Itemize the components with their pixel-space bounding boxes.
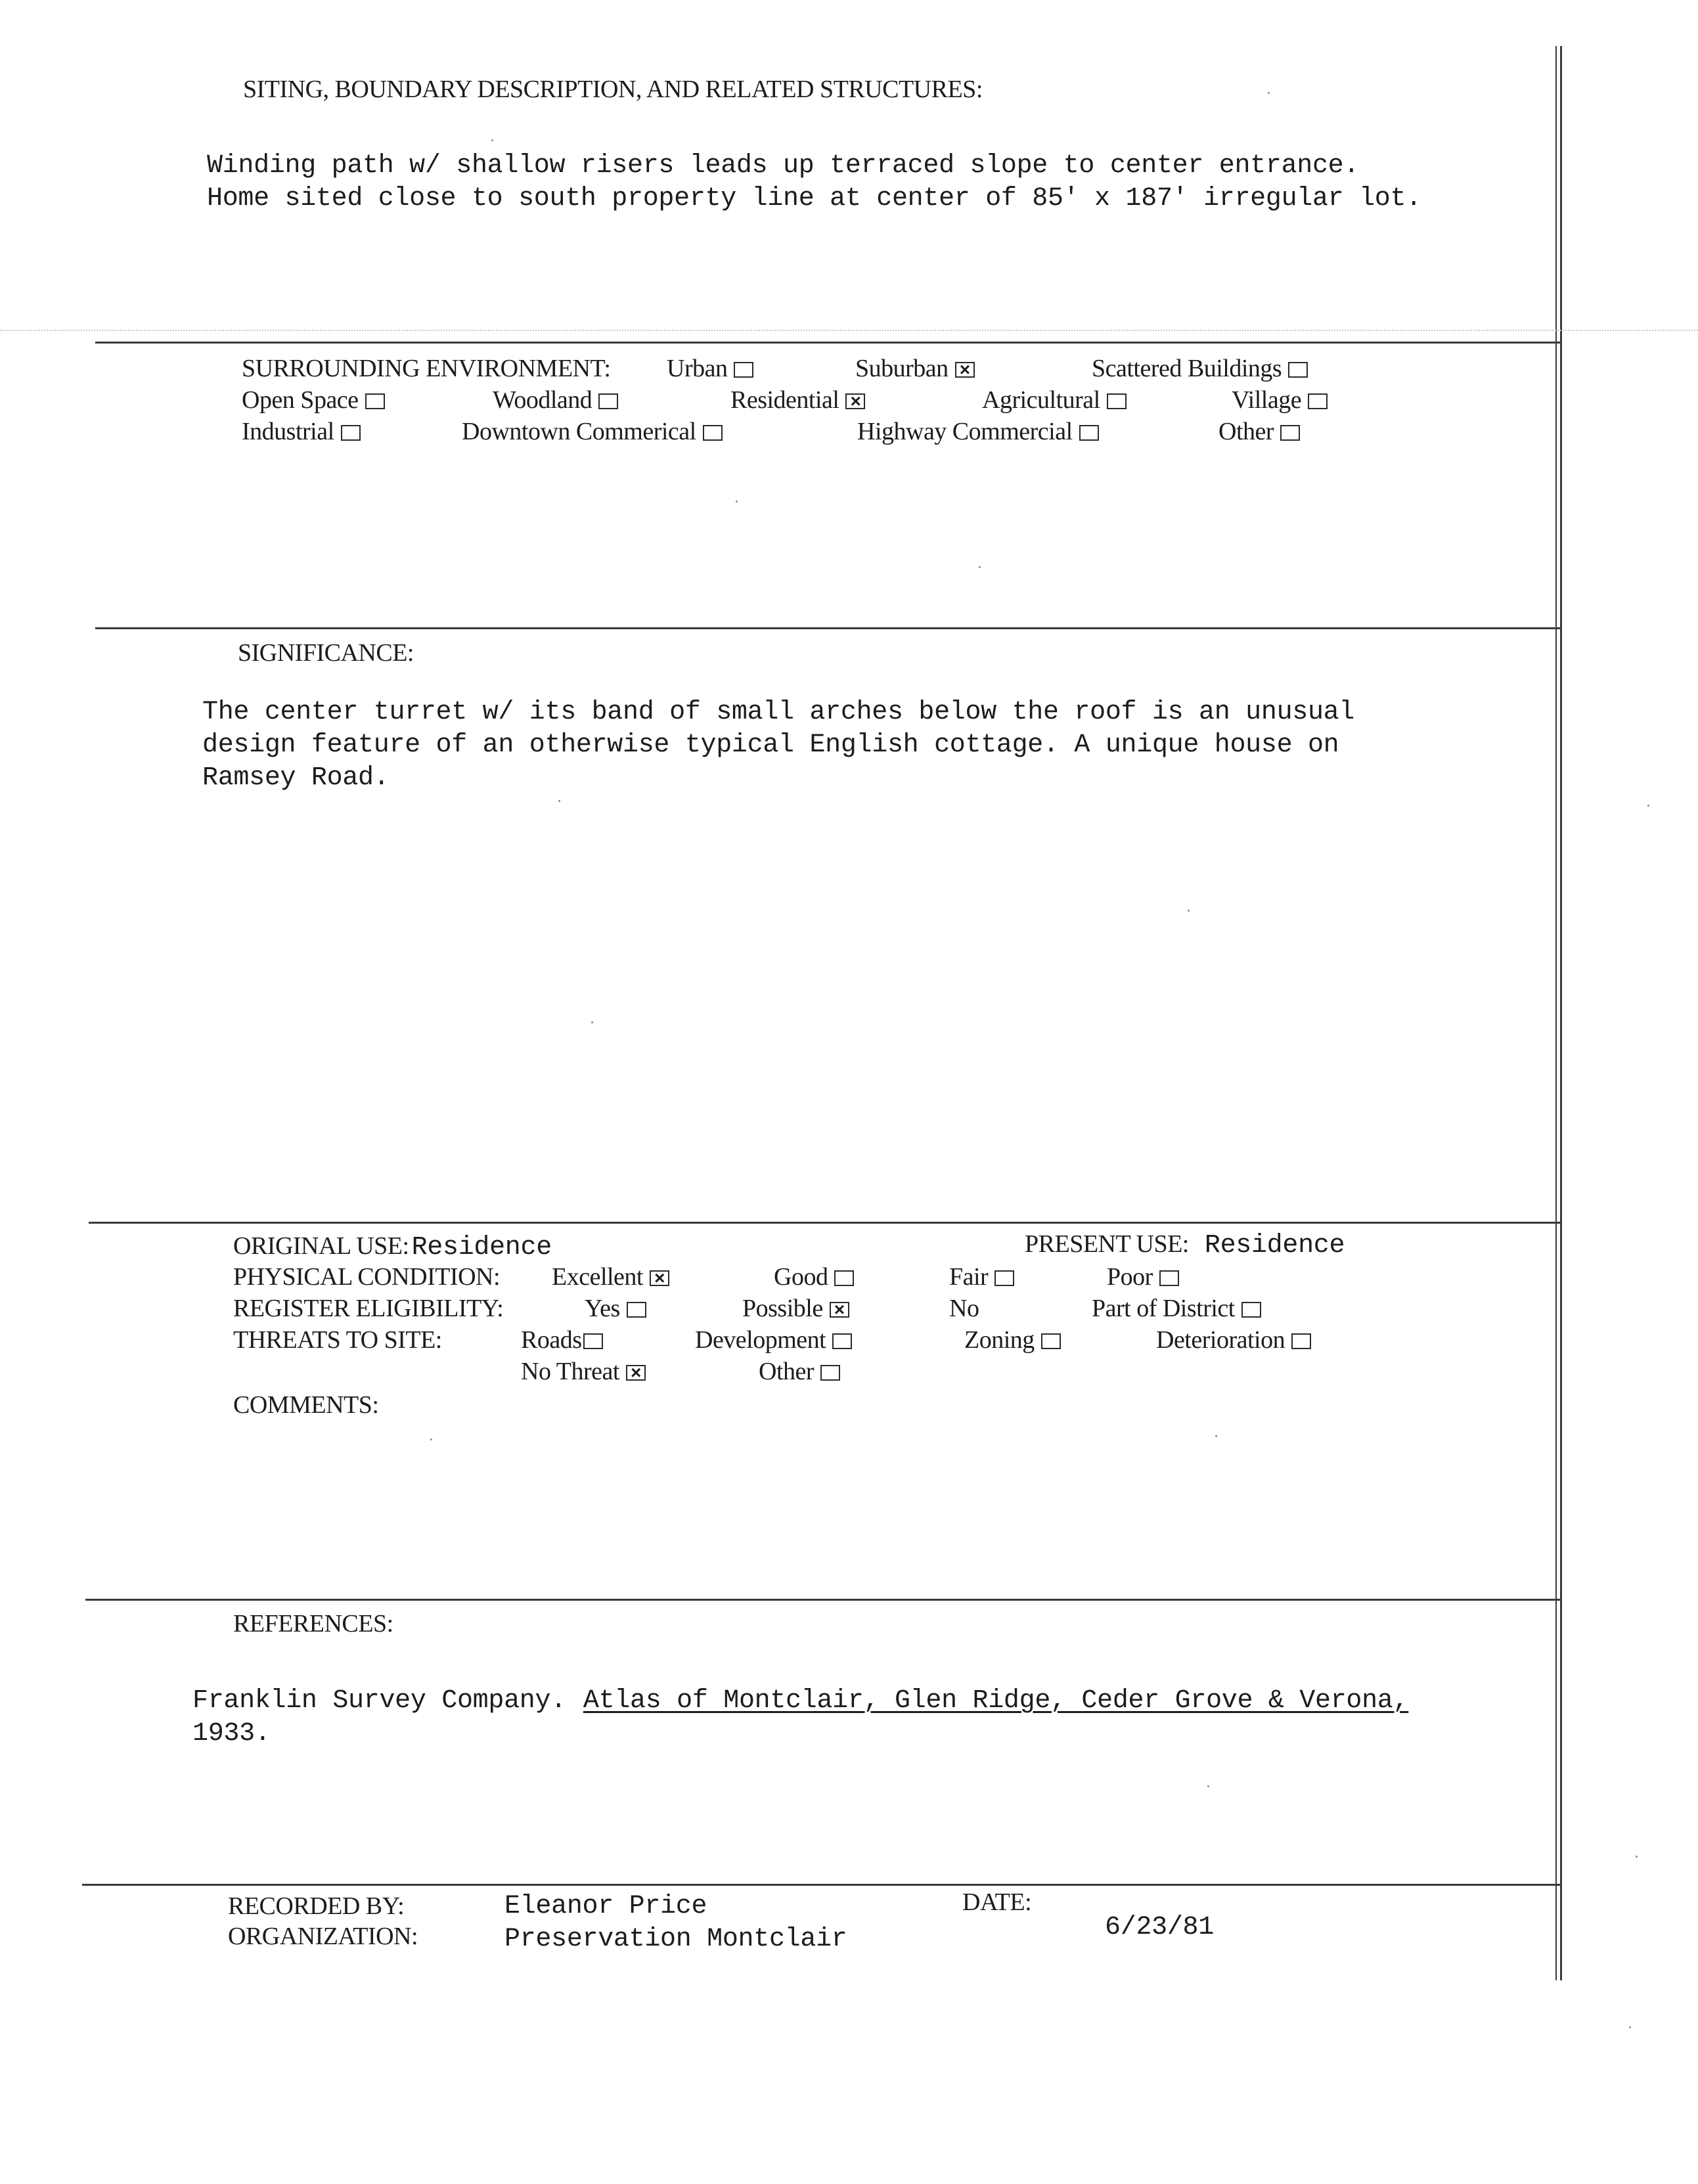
physical-condition-label: PHYSICAL CONDITION:	[233, 1263, 501, 1291]
threat-option-zoning[interactable]	[964, 1324, 1061, 1356]
scan-speck	[1207, 1785, 1209, 1787]
checkbox[interactable]	[627, 1302, 646, 1318]
scan-speck	[1268, 92, 1270, 94]
reference-year: 1933.	[192, 1719, 271, 1749]
condition-option-label: Fair	[949, 1263, 989, 1291]
threat-option-roads[interactable]	[521, 1324, 603, 1356]
checkbox[interactable]	[834, 1270, 854, 1286]
env-option-village[interactable]	[1232, 384, 1328, 416]
checkbox[interactable]	[1079, 425, 1099, 441]
env-option-suburban[interactable]	[855, 353, 975, 384]
checkbox[interactable]	[820, 1365, 840, 1381]
env-option-label: Suburban	[855, 355, 949, 382]
original-use-value: Residence	[411, 1233, 552, 1262]
siting-line-1: Winding path w/ shallow risers leads up terraced slope to center entrance.	[207, 151, 1360, 181]
checkbox[interactable]	[994, 1270, 1014, 1286]
env-option-highway-commercial[interactable]	[857, 416, 1099, 447]
eligibility-option-possible[interactable]	[742, 1293, 849, 1324]
references-heading: REFERENCES:	[233, 1610, 393, 1638]
env-option-label: Agricultural	[982, 386, 1100, 414]
checkbox-checked[interactable]	[830, 1302, 849, 1318]
eligibility-option-label: Yes	[585, 1295, 620, 1322]
checkbox[interactable]	[598, 393, 618, 409]
scan-speck	[430, 1438, 432, 1440]
scan-speck	[1629, 2026, 1631, 2028]
significance-line-2: design feature of an otherwise typical English cottage. A unique house on	[202, 730, 1339, 760]
checkbox[interactable]	[832, 1333, 852, 1349]
scan-speck	[1647, 805, 1649, 807]
divider-recorded	[82, 1884, 1561, 1886]
checkbox[interactable]	[1241, 1302, 1261, 1318]
env-option-other[interactable]	[1218, 416, 1300, 447]
eligibility-option-part-of-district[interactable]	[1092, 1293, 1261, 1324]
env-option-label: Downtown Commerical	[462, 418, 696, 445]
eligibility-option-no	[949, 1293, 979, 1324]
condition-option-label: Excellent	[552, 1263, 643, 1291]
scan-dotted-line	[0, 330, 1698, 331]
threat-option-label: Development	[695, 1326, 826, 1354]
recorded-by-label: RECORDED BY:	[228, 1892, 405, 1920]
divider-environment	[95, 342, 1561, 344]
threat-option-label: Deterioration	[1156, 1326, 1285, 1354]
threat-option-no-threat[interactable]	[521, 1356, 646, 1387]
scan-speck	[591, 1021, 593, 1023]
threats-label: THREATS TO SITE:	[233, 1326, 442, 1354]
checkbox[interactable]	[583, 1333, 603, 1349]
siting-line-2: Home sited close to south property line at center of 85' x 187' irregular lot.	[207, 184, 1421, 213]
env-option-industrial[interactable]	[242, 416, 361, 447]
condition-option-label: Good	[774, 1263, 828, 1291]
condition-option-fair[interactable]	[949, 1261, 1014, 1293]
right-border-line	[1560, 46, 1562, 1980]
checkbox[interactable]	[1107, 393, 1127, 409]
checkbox[interactable]	[1291, 1333, 1311, 1349]
checkbox[interactable]	[734, 362, 753, 378]
checkbox[interactable]	[365, 393, 385, 409]
checkbox[interactable]	[1288, 362, 1308, 378]
env-option-label: Urban	[667, 355, 728, 382]
significance-line-3: Ramsey Road.	[202, 763, 390, 793]
recorded-by-value: Eleanor Price	[504, 1892, 707, 1921]
env-option-open-space[interactable]	[242, 384, 385, 416]
reference-author: Franklin Survey Company.	[192, 1686, 566, 1716]
comments-label: COMMENTS:	[233, 1391, 379, 1419]
original-use-label: ORIGINAL USE:	[233, 1232, 409, 1260]
present-use-value: Residence	[1204, 1231, 1345, 1260]
threat-option-label: Other	[759, 1358, 815, 1385]
env-option-agricultural[interactable]	[982, 384, 1127, 416]
threat-option-deterioration[interactable]	[1156, 1324, 1311, 1356]
scan-speck	[979, 566, 981, 568]
divider-significance	[95, 627, 1561, 629]
checkbox-checked[interactable]	[626, 1365, 646, 1381]
scan-speck	[1636, 1856, 1638, 1858]
date-value: 6/23/81	[1105, 1913, 1214, 1942]
significance-heading: SIGNIFICANCE:	[238, 639, 414, 667]
scan-speck	[736, 501, 738, 502]
env-option-residential[interactable]	[730, 384, 865, 416]
checkbox-checked[interactable]	[955, 362, 975, 378]
register-eligibility-label: REGISTER ELIGIBILITY:	[233, 1295, 504, 1322]
env-option-label: Scattered Buildings	[1092, 355, 1282, 382]
env-option-downtown-commercial[interactable]	[462, 416, 723, 447]
env-option-label: Residential	[730, 386, 839, 414]
eligibility-option-label: Part of District	[1092, 1295, 1235, 1322]
environment-heading: SURROUNDING ENVIRONMENT:	[242, 355, 611, 382]
siting-heading: SITING, BOUNDARY DESCRIPTION, AND RELATED STRUCTURES:	[243, 76, 983, 103]
organization-value: Preservation Montclair	[504, 1925, 847, 1954]
divider-use	[89, 1222, 1561, 1224]
scan-speck	[558, 800, 560, 802]
env-option-label: Highway Commercial	[857, 418, 1073, 445]
env-option-label: Village	[1232, 386, 1302, 414]
checkbox[interactable]	[1041, 1333, 1061, 1349]
env-option-urban[interactable]	[667, 353, 753, 384]
env-option-woodland[interactable]	[493, 384, 618, 416]
condition-option-excellent[interactable]	[552, 1261, 669, 1293]
env-option-label: Industrial	[242, 418, 334, 445]
right-border-line-inner	[1555, 46, 1557, 1980]
checkbox[interactable]	[341, 425, 361, 441]
threat-option-label: Roads	[521, 1326, 582, 1354]
present-use-label: PRESENT USE:	[1025, 1230, 1189, 1258]
env-option-label: Open Space	[242, 386, 359, 414]
significance-line-1: The center turret w/ its band of small arches below the roof is an unusual	[202, 698, 1355, 727]
checkbox[interactable]	[1308, 393, 1328, 409]
threat-option-label: Zoning	[964, 1326, 1035, 1354]
condition-option-poor[interactable]	[1107, 1261, 1179, 1293]
scan-speck	[491, 139, 493, 141]
threat-option-development[interactable]	[695, 1324, 852, 1356]
scan-speck	[1188, 910, 1190, 912]
env-option-label: Woodland	[493, 386, 592, 414]
original-use-row	[233, 1230, 552, 1264]
organization-label: ORGANIZATION:	[228, 1923, 418, 1950]
checkbox-checked[interactable]	[650, 1270, 669, 1286]
threat-option-label: No Threat	[521, 1358, 619, 1385]
env-option-scattered-buildings[interactable]	[1092, 353, 1308, 384]
divider-references	[85, 1599, 1561, 1601]
reference-title: Atlas of Montclair, Glen Ridge, Ceder Grove & Verona,	[583, 1686, 1409, 1716]
threat-option-other[interactable]	[759, 1356, 840, 1387]
present-use-row	[1025, 1228, 1345, 1262]
checkbox[interactable]	[1159, 1270, 1179, 1286]
env-option-label: Other	[1218, 418, 1274, 445]
eligibility-option-label: No	[949, 1295, 979, 1322]
reference-line-1	[192, 1685, 1408, 1718]
checkbox-checked[interactable]	[845, 393, 865, 409]
scan-speck	[1215, 1435, 1217, 1437]
checkbox[interactable]	[1280, 425, 1300, 441]
eligibility-option-label: Possible	[742, 1295, 823, 1322]
condition-option-good[interactable]	[774, 1261, 854, 1293]
eligibility-option-yes[interactable]	[585, 1293, 646, 1324]
condition-option-label: Poor	[1107, 1263, 1153, 1291]
checkbox[interactable]	[703, 425, 723, 441]
date-label: DATE:	[962, 1888, 1032, 1916]
